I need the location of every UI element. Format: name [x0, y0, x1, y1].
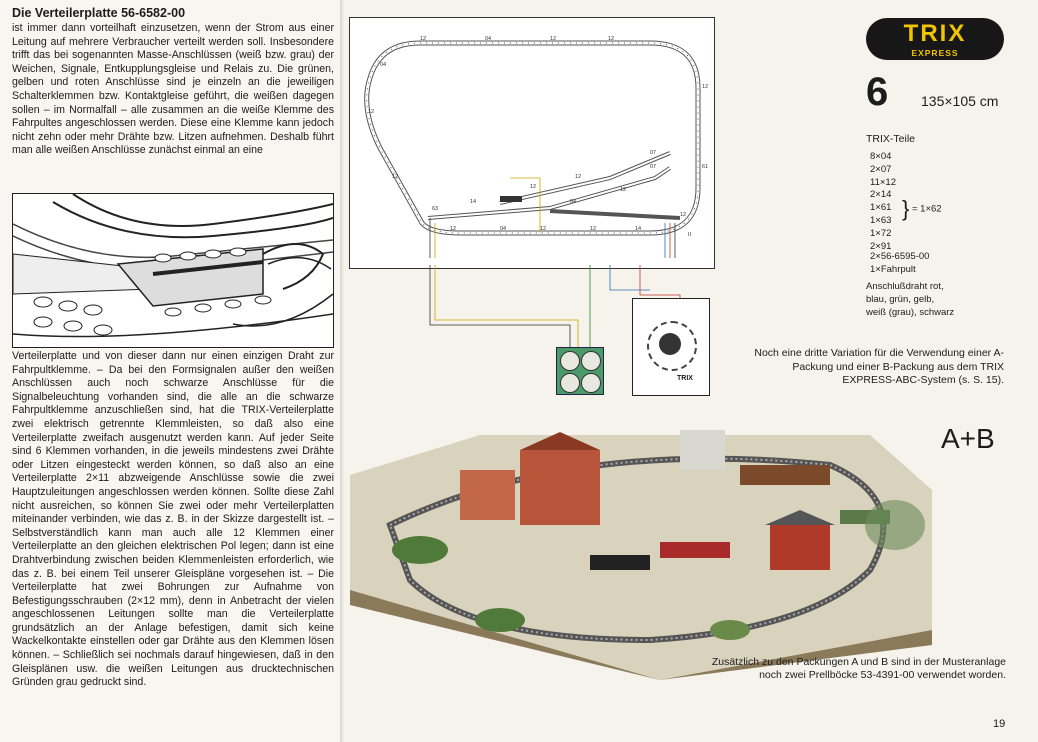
svg-text:II: II [688, 232, 692, 238]
controller [632, 298, 710, 396]
model-railway-layout-photo [350, 430, 932, 680]
parts-item: 11×12 [870, 176, 896, 188]
parts-extra-item: 2×56-6595-00 [870, 251, 930, 262]
wire-line: blau, grün, gelb, [866, 293, 935, 305]
svg-text:12: 12 [540, 226, 547, 232]
svg-text:04: 04 [570, 199, 577, 205]
parts-extra-item: 1×Fahrpult [870, 263, 916, 275]
locomotive-icon [500, 196, 522, 202]
parts-brace-value: = 1×62 [912, 203, 942, 215]
parts-item: 1×63 [870, 214, 892, 226]
body-paragraph-1: ist immer dann vorteilhaft einzusetzen, wenn der Strom aus einer Leitung auf mehrere Verbraucher verteilt werden soll. Insbesondere trifft das bei sogenannten Masse-Anschlüssen (weiß bzw. grau) der Weichen, Signale, Entkupplungsgleise und Relais zu. Die grünen, gelben und roten Anschlüsse sind je einzeln an die jeweiligen Schalterklemmen bzw. Kontaktgleise geführt, die weißen dagegen sollen – im Normalfall – alle zusammen an die weiße Klemme des Fahrpultes angeschlossen werden. Diese eine Klemme kann jedoch nicht zehn oder mehr Drähte bzw. Litzen aufnehmen. Deshalb führt man alle weißen Anschlüsse zunächst einmal an eine [12, 22, 334, 157]
parts-item: 2×07 [870, 163, 892, 175]
wire-colors [866, 281, 954, 319]
parts-item: 8×04 [870, 151, 892, 162]
parts-extra [870, 251, 929, 277]
svg-text:12: 12 [575, 174, 582, 180]
page-fold [340, 0, 344, 742]
svg-text:12: 12 [608, 36, 615, 42]
svg-text:12: 12 [420, 36, 427, 42]
parts-list [870, 151, 896, 253]
track-plan-diagram [349, 17, 715, 269]
svg-text:04: 04 [380, 62, 387, 68]
svg-text:63: 63 [432, 206, 439, 212]
section-heading: Die Verteilerplatte 56-6582-00 [12, 6, 186, 20]
parts-item: 1×61 [870, 202, 892, 214]
parts-item: 2×14 [870, 189, 892, 201]
distributor-plate-illustration [12, 193, 334, 348]
body-paragraph-2: Verteilerplatte und von dieser dann nur einen einzigen Draht zur Fahrpultklemme. – Da bei den Formsignalen außer den weißen Anschlüssen auch noch schwarze Anschlüsse für die Signalbeleuchtung vorhanden sind, die alle an die schwarze Fahrpultklemme anzuschließen sind, hat die TRIX-Verteilerplatte zwei elektrisch getrennte Klemmleisten, so daß also eine Verteilerplatte zweifach ausgenutzt werden kann. Auf jeder Seite sind 6 Klemmen vorhanden, in die jeweils mindestens zwei Drähte oder Litzen eingesteckt werden können, so daß also an eine Verteilerplatte 2×11 abzweigende Anschlüsse sowie die zwei Hauptzuleitungen angeschlossen werden können. Sollte diese Zahl nicht ausreichen, so können Sie zwei oder mehr Verteilerplatten miteinander verbinden, wie das z. B. in der Skizze dargestellt ist. – Selbstverständlich kann man auch alle 12 Klemmen einer Verteilerplatte an den gleichen elektrischen Pol legen; dann ist eine Drahtverbindung zwischen beiden Klemmenleisten erforderlich, wie das z. B. bei einem Teil unserer Gleispläne vorgesehen ist. – Die Verteilerplatte hat zwei Bohrungen zur Aufnahme von Befestigungsschrauben (2×12 mm), denn in Anbetracht der vielen angeschlossenen Leitungen sollte man die Verteilerplatte grundsätzlich an der Anlage befestigen, damit sich keine Wackelkontakte einstellen oder gar Drähte aus den Klemmen lösen können. – Schließlich sei nochmals darauf hingewiesen, daß in den Gleisplänen usw. die weißen Leitungen aus drucktechnischen Gründen grau gedruckt sind. [12, 350, 334, 689]
parts-item: 1×72 [870, 227, 892, 239]
layout-number: 6 [866, 70, 889, 114]
svg-text:04: 04 [500, 226, 507, 232]
parts-brace: } = 1×62 [902, 196, 942, 221]
svg-text:12: 12 [368, 109, 375, 115]
logo-sub-text: EXPRESS [911, 48, 959, 58]
page-number: 19 [993, 718, 1006, 730]
wire-line: weiß (grau), schwarz [866, 306, 955, 318]
svg-text:12: 12 [702, 84, 709, 90]
wire-label: Anschlußdraht rot, [866, 281, 944, 292]
svg-text:12: 12 [620, 187, 627, 193]
svg-text:61: 61 [702, 164, 709, 170]
svg-text:12: 12 [550, 36, 557, 42]
variation-text: Noch eine dritte Variation für die Verwendung einer A-Packung und einer B-Packung aus dem TRIX EXPRESS-ABC-System (s. S. 15). [754, 347, 1004, 386]
layout-dimensions: 135×105 cm [921, 93, 999, 109]
svg-text:04: 04 [485, 36, 492, 42]
svg-text:12: 12 [680, 212, 687, 218]
distributor-plates [556, 347, 604, 395]
svg-text:07: 07 [650, 164, 657, 170]
parts-item: 2×91 [870, 240, 892, 252]
svg-text:12: 12 [392, 174, 399, 180]
parts-title: TRIX-Teile [866, 133, 916, 145]
trix-express-logo [866, 18, 1004, 60]
svg-text:12: 12 [590, 226, 597, 232]
svg-text:14: 14 [470, 199, 477, 205]
photo-caption: Zusätzlich zu den Packungen A und B sind in der Musteranlage noch zwei Prellböcke 53-4391-00 verwendet worden. [711, 656, 1006, 682]
svg-text:12: 12 [530, 184, 537, 190]
logo-main-text: TRIX [903, 20, 967, 47]
svg-text:12: 12 [450, 226, 457, 232]
svg-text:14: 14 [635, 226, 642, 232]
svg-text:07: 07 [650, 150, 657, 156]
controller-brand: TRIX [677, 375, 693, 382]
package-label: A+B [941, 423, 995, 454]
